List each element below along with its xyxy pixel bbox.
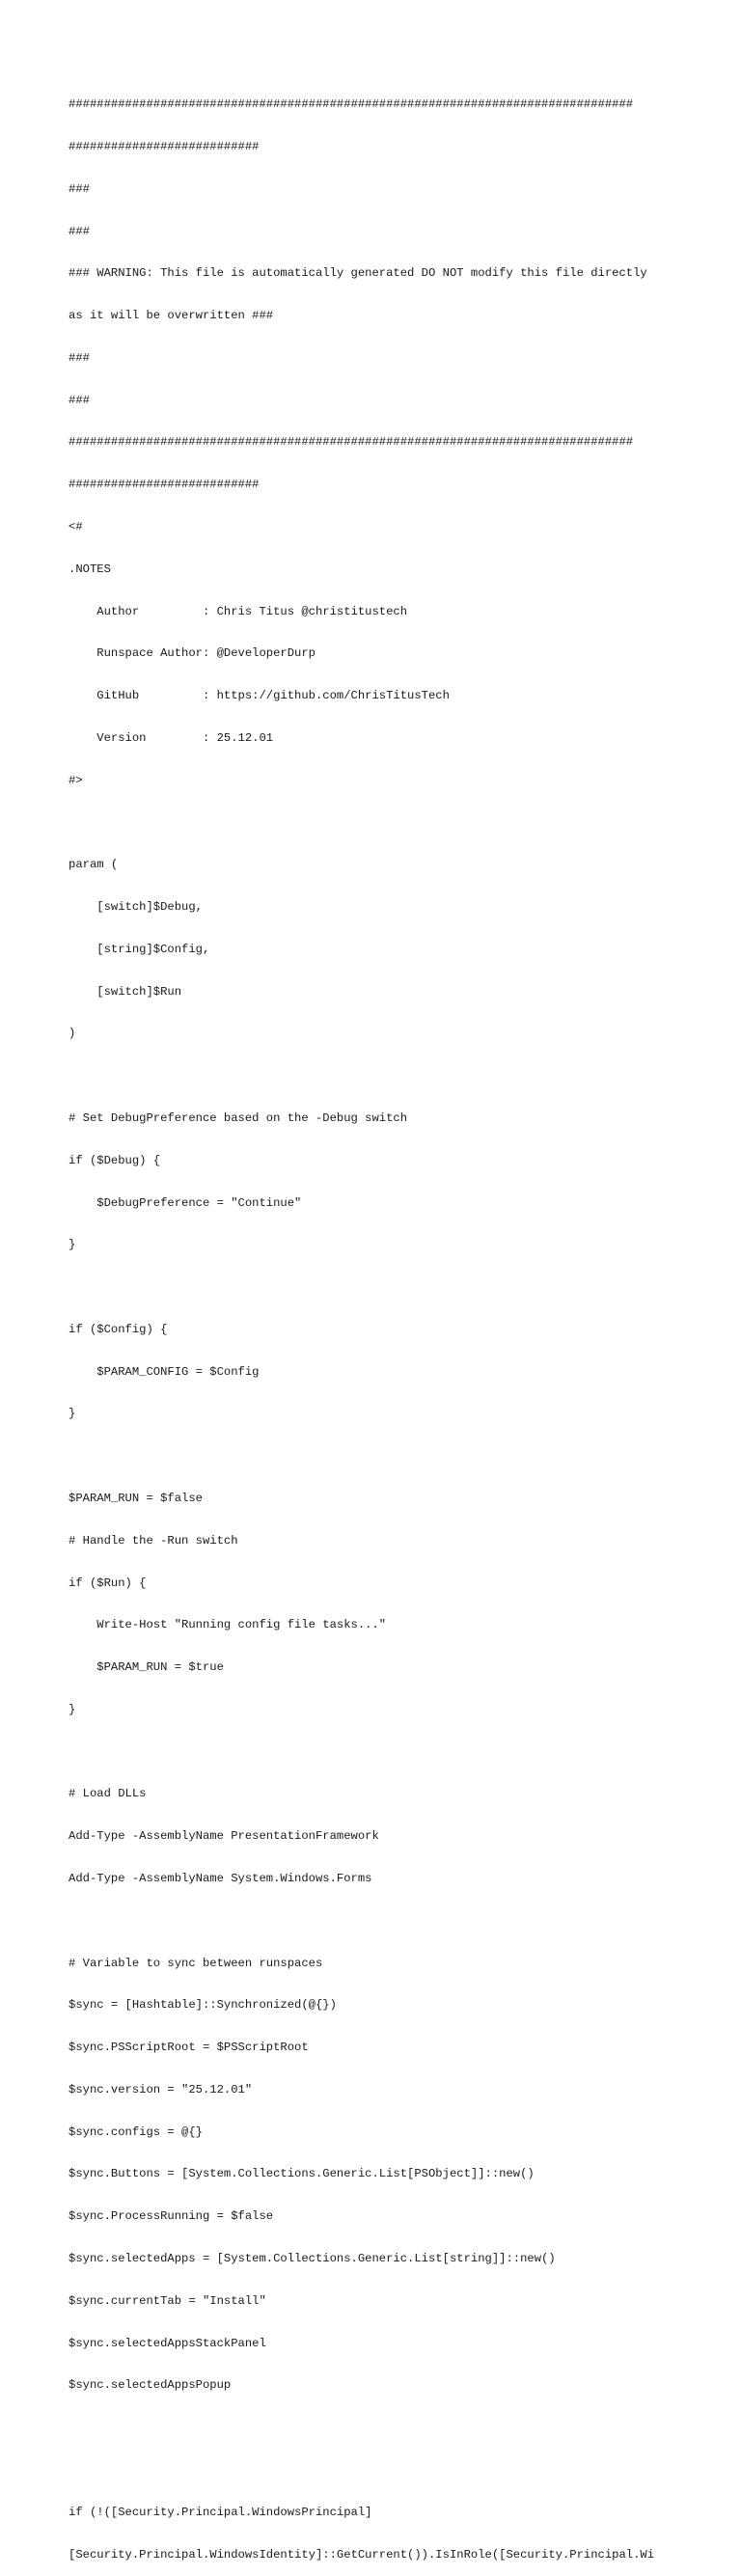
code-line: $sync.configs = @{}	[69, 2124, 203, 2139]
code-line	[69, 1914, 725, 1929]
code-line	[69, 2421, 725, 2435]
code-line: ################################################################################	[69, 97, 634, 112]
code-line: ###	[69, 224, 90, 238]
code-line: <#	[69, 520, 83, 534]
code-line: # Variable to sync between runspaces	[69, 1956, 323, 1970]
code-line: ###	[69, 393, 90, 407]
code-line: [string]$Config,	[69, 942, 210, 956]
code-line: Author : Chris Titus @christitustech	[69, 604, 408, 618]
code-line: }	[69, 1407, 76, 1421]
code-line: $sync.selectedAppsStackPanel	[69, 2336, 266, 2350]
code-line: if (!([Security.Principal.WindowsPrincipal]	[69, 2505, 372, 2519]
code-line: Write-Host "Running config file tasks..."	[69, 1618, 387, 1632]
code-line: $sync.selectedAppsPopup	[69, 2378, 232, 2393]
code-line	[69, 2463, 725, 2478]
code-line: $sync.PSScriptRoot = $PSScriptRoot	[69, 2041, 309, 2055]
code-line: $sync.selectedApps = [System.Collections.Generic.List[string]]::new()	[69, 2252, 556, 2266]
code-line: $sync.ProcessRunning = $false	[69, 2209, 274, 2224]
code-line: $PARAM_CONFIG = $Config	[69, 1364, 260, 1379]
code-line: $PARAM_RUN = $true	[69, 1660, 224, 1675]
code-line: ###########################	[69, 478, 260, 492]
code-line: if ($Run) {	[69, 1576, 147, 1590]
code-line: param (	[69, 858, 119, 872]
code-line: [switch]$Debug,	[69, 900, 203, 915]
code-line	[69, 1745, 725, 1760]
code-line	[69, 1449, 725, 1464]
code-line: )	[69, 1027, 76, 1041]
code-line: $sync.version = "25.12.01"	[69, 2082, 253, 2096]
code-line: ###	[69, 350, 90, 365]
code-line: # Set DebugPreference based on the -Debug switch	[69, 1110, 408, 1125]
code-line: $sync.currentTab = "Install"	[69, 2293, 266, 2308]
code-line: Version : 25.12.01	[69, 730, 274, 745]
code-line	[69, 815, 725, 830]
code-line: if ($Config) {	[69, 1322, 168, 1336]
code-line: [switch]$Run	[69, 984, 182, 999]
code-line: .NOTES	[69, 562, 111, 576]
code-line: ###	[69, 181, 90, 196]
code-line: ################################################################################	[69, 435, 634, 450]
code-line: #>	[69, 773, 83, 787]
code-line: [Security.Principal.WindowsIdentity]::GetCurrent()).IsInRole([Security.Principal.Wi	[69, 2547, 655, 2562]
document-page	[69, 69, 725, 2576]
code-line: }	[69, 1702, 76, 1716]
code-line	[69, 1280, 725, 1295]
code-line: }	[69, 1238, 76, 1252]
code-line: ### WARNING: This file is automatically generated DO NOT modify this file directly	[69, 266, 647, 281]
code-line: $sync.Buttons = [System.Collections.Generic.List[PSObject]]::new()	[69, 2167, 535, 2181]
code-line: $sync = [Hashtable]::Synchronized(@{})	[69, 1998, 337, 2013]
code-line: GitHub : https://github.com/ChrisTitusTech	[69, 689, 450, 703]
code-line	[69, 1069, 725, 1083]
code-line: if ($Debug) {	[69, 1153, 161, 1167]
code-line: $DebugPreference = "Continue"	[69, 1195, 302, 1210]
code-line: $PARAM_RUN = $false	[69, 1491, 203, 1505]
code-line: Add-Type -AssemblyName PresentationFramework	[69, 1829, 379, 1844]
code-line: Runspace Author: @DeveloperDurp	[69, 646, 316, 661]
code-line: # Handle the -Run switch	[69, 1533, 238, 1548]
code-line: as it will be overwritten ###	[69, 309, 274, 323]
code-line: # Load DLLs	[69, 1787, 147, 1801]
code-line: Add-Type -AssemblyName System.Windows.Forms	[69, 1872, 372, 1885]
code-line: ###########################	[69, 139, 260, 153]
